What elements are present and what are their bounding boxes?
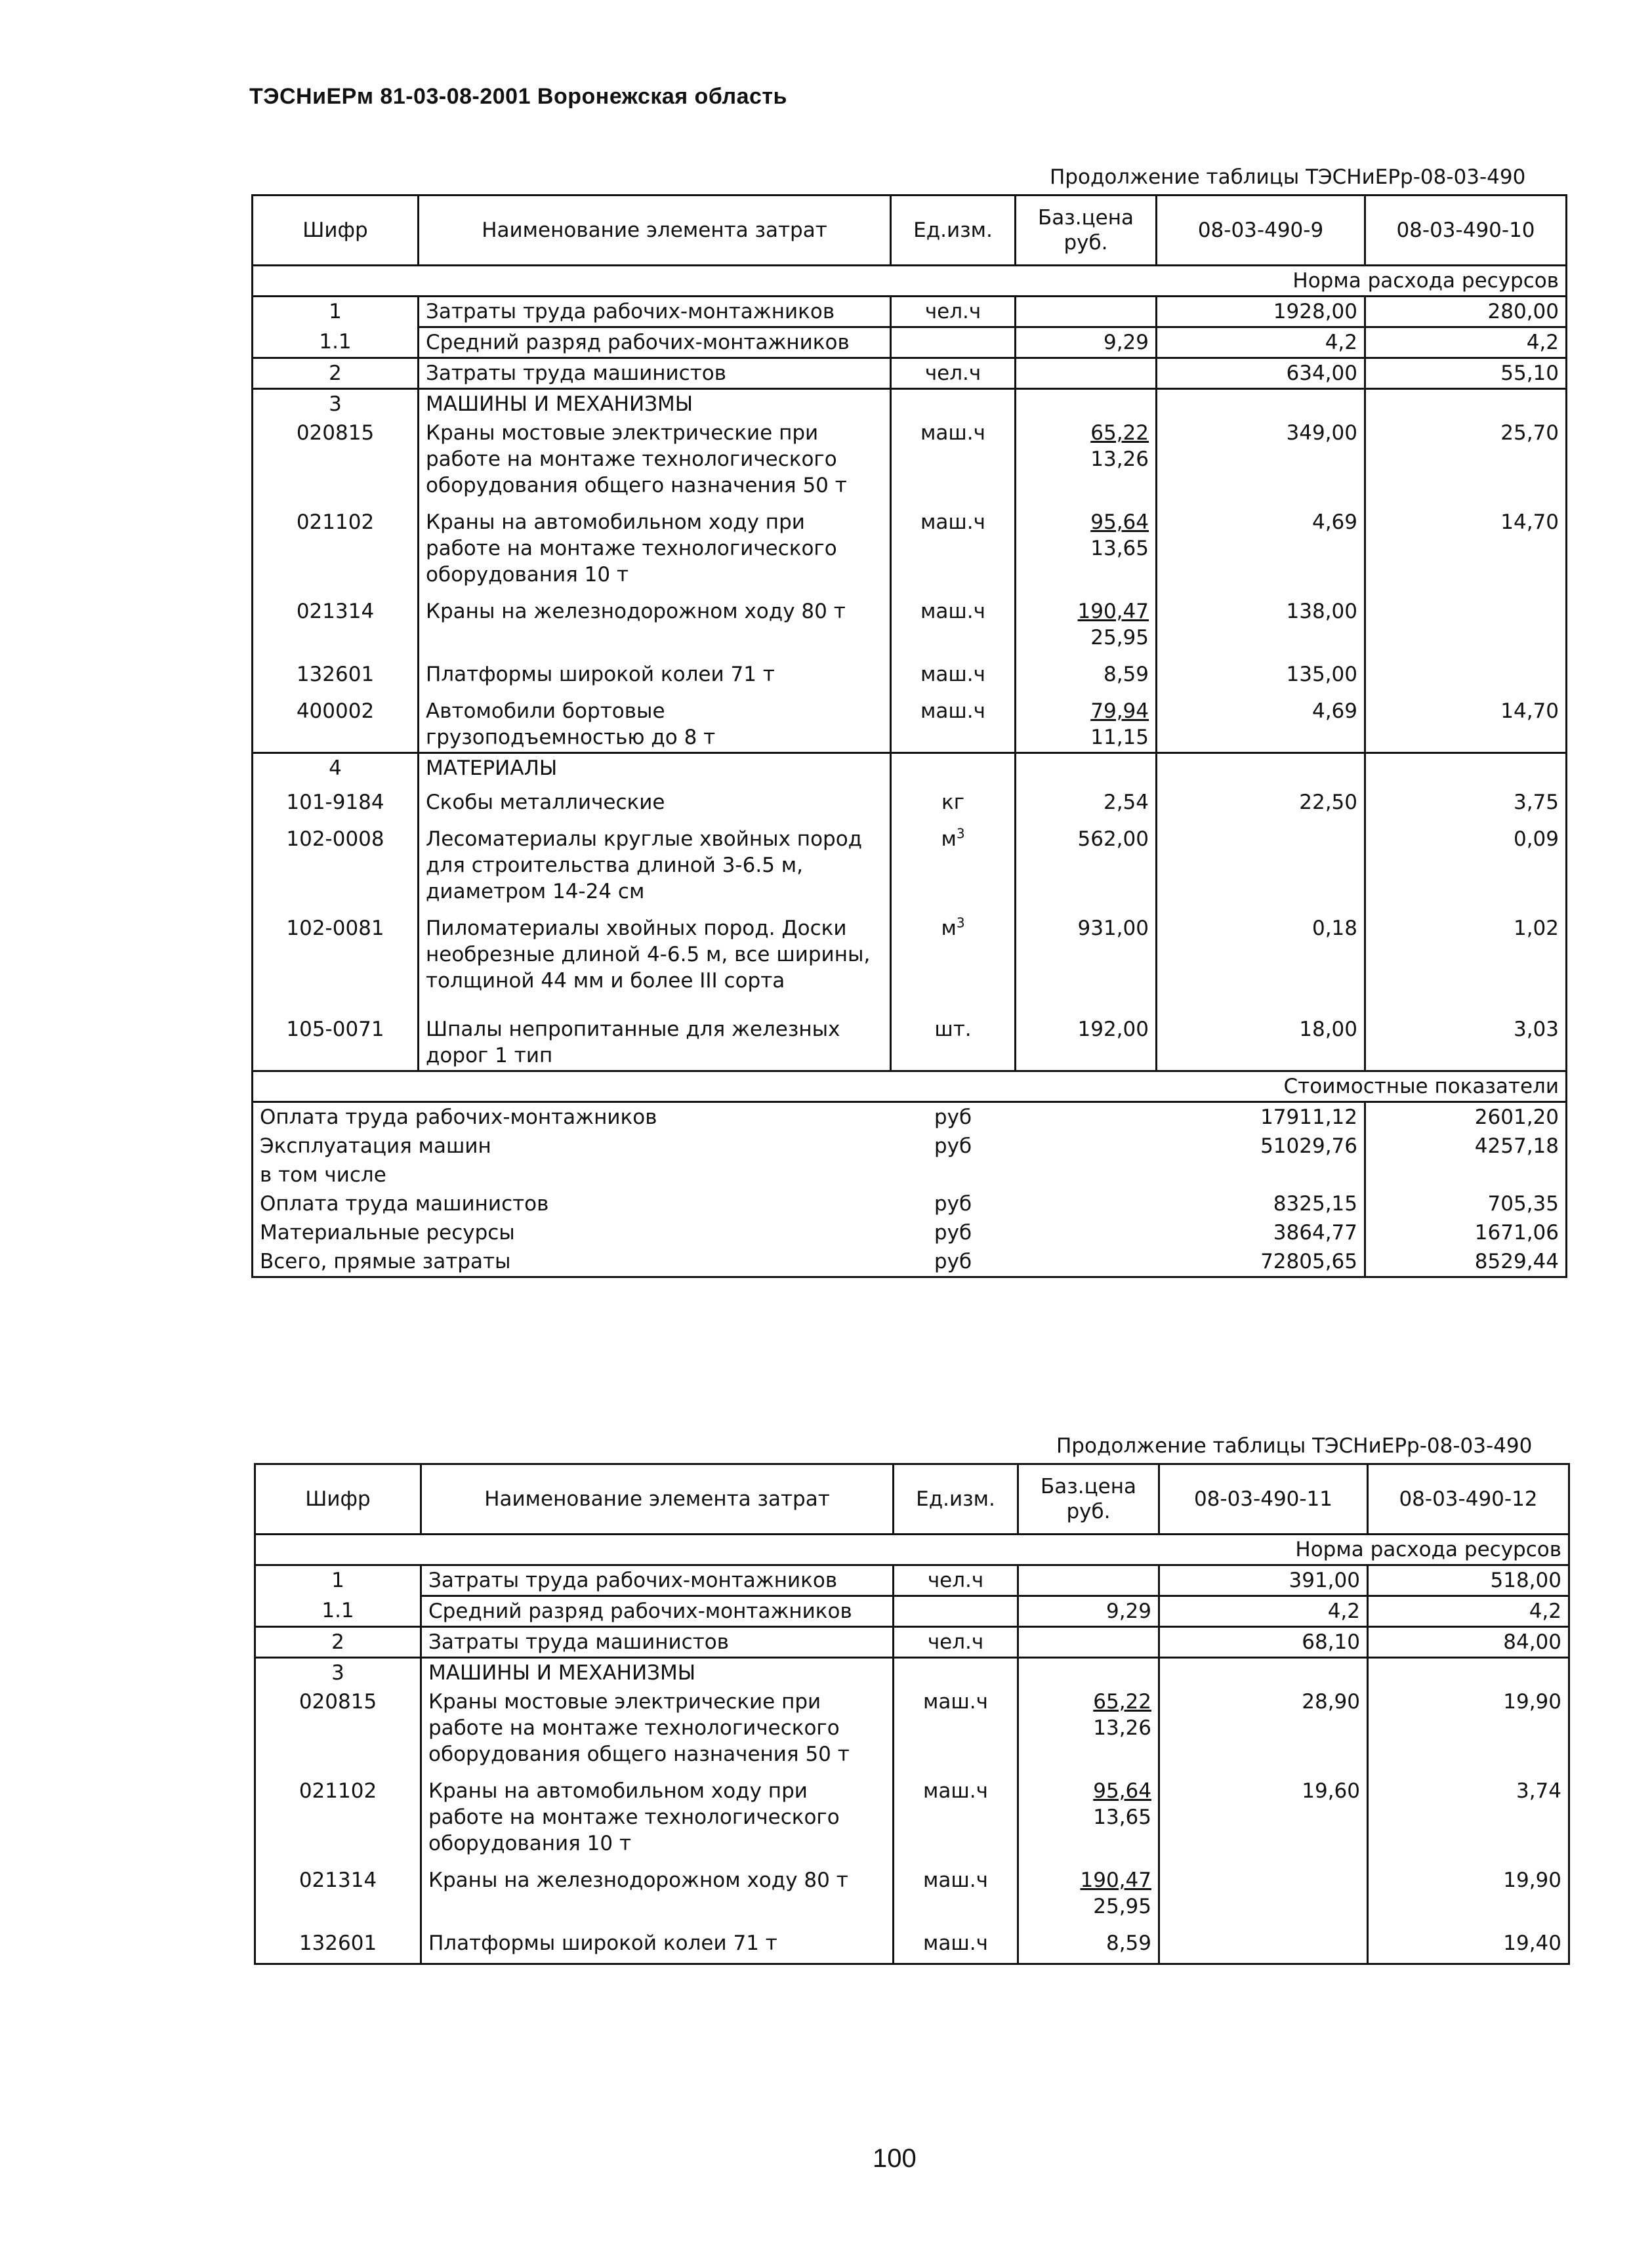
table-row: 1.1 Средний разряд рабочих-монтажников 9,29 4,2 4,2 — [253, 327, 1567, 358]
table-row: 020815 Краны мостовые электрические при работе на монтаже технологического оборудования общего назначения 50 т маш.ч 65,22 13,26 28,90 19,90 — [255, 1687, 1569, 1769]
resource-table-2 — [254, 1463, 1570, 1965]
col-v1-header: 08-03-490-11 — [1159, 1464, 1368, 1535]
table-row: 102-0081 Пиломатериалы хвойных пород. Доски необрезные длиной 4-6.5 м, все ширины, толщиной 44 мм и более III сорта $м^3$ 931,00 0,18 1,02 — [253, 906, 1567, 1015]
col-unit-header: Ед.изм. — [894, 1464, 1018, 1535]
col-name-header: Наименование элемента затрат — [421, 1464, 894, 1535]
table-row: 2 Затраты труда машинистов чел.ч 634,00 55,10 — [253, 358, 1567, 389]
col-unit-header: Ед.изм. — [891, 196, 1016, 266]
table-row: 132601 Платформы широкой колеи 71 т маш.ч 8,59 135,00 — [253, 652, 1567, 689]
table2-header-row — [255, 1464, 1569, 1535]
cost-row: Оплата труда машинистов руб 8325,15 705,35 — [253, 1189, 1567, 1218]
table-row: 1.1 Средний разряд рабочих-монтажников 9,29 4,2 4,2 — [255, 1596, 1569, 1627]
table-row: 400002 Автомобили бортовые грузоподъемностью до 8 т маш.ч 79,94 11,15 4,69 14,70 — [253, 689, 1567, 753]
cost-row: Материальные ресурсы руб 3864,77 1671,06 — [253, 1218, 1567, 1247]
col-name-header: Наименование элемента затрат — [419, 196, 891, 266]
section-row: 4 МАТЕРИАЛЫ — [253, 753, 1567, 783]
table-row: 2 Затраты труда машинистов чел.ч 68,10 84,00 — [255, 1627, 1569, 1658]
table-row: 1 Затраты труда рабочих-монтажников чел.ч 391,00 518,00 — [255, 1565, 1569, 1596]
table-row: 021314 Краны на железнодорожном ходу 80 т маш.ч 190,47 25,95 19,90 — [255, 1858, 1569, 1921]
norm-band: Норма расхода ресурсов — [255, 1535, 1569, 1565]
cost-row: Эксплуатация машин руб 51029,76 4257,18 — [253, 1132, 1567, 1161]
cost-row: в том числе — [253, 1161, 1567, 1189]
col-code-header: Шифр — [255, 1464, 421, 1535]
col-v2-header: 08-03-490-10 — [1365, 196, 1567, 266]
table-row: 105-0071 Шпалы непропитанные для железных дорог 1 тип шт. 192,00 18,00 3,03 — [253, 1015, 1567, 1071]
table1-caption: Продолжение таблицы ТЭСНиЕРр-08-03-490 — [1050, 165, 1526, 189]
table-row: 021102 Краны на автомобильном ходу при работе на монтаже технологического оборудования 10 т маш.ч 95,64 13,65 19,60 3,74 — [255, 1769, 1569, 1858]
cost-row: Всего, прямые затраты руб 72805,65 8529,44 — [253, 1247, 1567, 1277]
section-row: 3 МАШИНЫ И МЕХАНИЗМЫ — [255, 1658, 1569, 1688]
col-v2-header: 08-03-490-12 — [1368, 1464, 1569, 1535]
cost-band: Стоимостные показатели — [253, 1071, 1567, 1102]
table2-caption: Продолжение таблицы ТЭСНиЕРр-08-03-490 — [1056, 1434, 1533, 1458]
document-header: ТЭСНиЕРм 81-03-08-2001 Воронежская область — [249, 84, 787, 109]
col-code-header: Шифр — [253, 196, 419, 266]
cost-row: Оплата труда рабочих-монтажников руб 17911,12 2601,20 — [253, 1102, 1567, 1132]
table-row: 1 Затраты труда рабочих-монтажников чел.ч 1928,00 280,00 — [253, 297, 1567, 327]
table-row: 021314 Краны на железнодорожном ходу 80 т маш.ч 190,47 25,95 138,00 — [253, 589, 1567, 652]
table-row: 021102 Краны на автомобильном ходу при работе на монтаже технологического оборудования 10 т маш.ч 95,64 13,65 4,69 14,70 — [253, 500, 1567, 589]
col-v1-header: 08-03-490-9 — [1157, 196, 1365, 266]
col-price-header: Баз.цена руб. — [1016, 196, 1157, 266]
table-row: 020815 Краны мостовые электрические при работе на монтаже технологического оборудования общего назначения 50 т маш.ч 65,22 13,26 349,00 25,70 — [253, 419, 1567, 500]
col-price-header: Баз.цена руб. — [1018, 1464, 1159, 1535]
table-row: 132601 Платформы широкой колеи 71 т маш.ч 8,59 19,40 — [255, 1921, 1569, 1964]
page-number: 100 — [873, 2144, 917, 2173]
section-row: 3 МАШИНЫ И МЕХАНИЗМЫ — [253, 389, 1567, 419]
resource-table-1 — [251, 194, 1567, 1278]
table1-header-row — [253, 196, 1567, 266]
table-row: 102-0008 Лесоматериалы круглые хвойных пород для строительства длиной 3-6.5 м, диаметром 14-24 см $м^3$ 562,00 0,09 — [253, 817, 1567, 906]
norm-band: Норма расхода ресурсов — [253, 266, 1567, 297]
table-row: 101-9184 Скобы металлические кг 2,54 22,50 3,75 — [253, 783, 1567, 817]
